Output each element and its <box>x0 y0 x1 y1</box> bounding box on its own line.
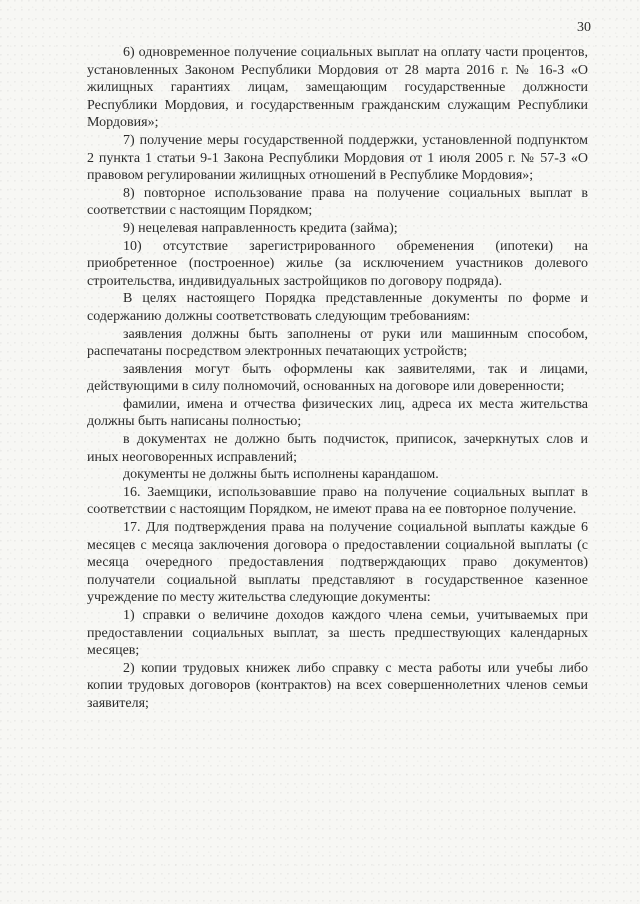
paragraph-requirements-intro: В целях настоящего Порядка представленные документы по форме и содержанию должны соответствовать следующим требованиям: <box>87 291 588 324</box>
paragraph-17-item-1: 1) справки о величине доходов каждого члена семьи, учитываемых при предоставлении социальных выплат, за шесть предшествующих календарных месяцев; <box>87 608 588 659</box>
paragraph-requirement-filling: заявления должны быть заполнены от руки или машинным способом, распечатаны посредством электронных печатающих устройств; <box>87 326 588 360</box>
paragraph-item-10: 10) отсутствие зарегистрированного обременения (ипотеки) на приобретенное (построенное) жилье (за исключением участников долевого строительства, индивидуальных застройщиков по договору подряда). <box>87 238 588 289</box>
paragraph-item-8: 8) повторное использование права на получение социальных выплат в соответствии с настоящим Порядком; <box>87 185 588 219</box>
paragraph-requirement-signatories: заявления могут быть оформлены как заявителями, так и лицами, действующими в силу полномочий, основанных на договоре или доверенности; <box>87 361 588 395</box>
paragraph-item-7: 7) получение меры государственной поддержки, установленной подпунктом 2 пункта 1 статьи 9-1 Закона Республики Мордовия от 1 июля 2005 г. № 57-З «О правовом регулировании жилищных отношений в Республике Мордовия»; <box>87 132 588 184</box>
paragraph-section-16: 16. Заемщики, использовавшие право на получение социальных выплат в соответствии с настоящим Порядком, не имеют права на ее повторное получение. <box>87 484 588 518</box>
paragraph-requirement-no-corrections: в документах не должно быть подчисток, приписок, зачеркнутых слов и иных неоговоренных исправлений; <box>87 432 588 465</box>
paragraph-17-item-2: 2) копии трудовых книжек либо справку с места работы или учебы либо копии трудовых договоров (контрактов) на всех совершеннолетних членов семьи заявителя; <box>87 660 588 711</box>
paragraph-item-6: 6) одновременное получение социальных выплат на оплату части процентов, установленных Законом Республики Мордовия от 28 марта 2016 г. № 16-З «О жилищных гарантиях лицам, замещающим государственные должности Республики Мордовия, и государственным гражданским служащим Республики Мордовия»; <box>87 45 588 131</box>
paragraph-requirement-no-pencil: документы не должны быть исполнены карандашом. <box>123 467 439 483</box>
paragraph-section-17: 17. Для подтверждения права на получение социальной выплаты каждые 6 месяцев с месяца заключения договора о предоставлении социальной выплаты (с месяца очередного предоставления подтверждающих право документов) получатели социальной выплаты представляют в государственное казенное учреждение по месту жительства следующие документы: <box>87 520 588 606</box>
paragraph-item-9: 9) нецелевая направленность кредита (займа); <box>123 220 398 236</box>
document-body <box>87 44 588 713</box>
paragraph-requirement-names: фамилии, имена и отчества физических лиц, адреса их места жительства должны быть написаны полностью; <box>87 396 588 430</box>
page-number: 30 <box>577 20 591 35</box>
